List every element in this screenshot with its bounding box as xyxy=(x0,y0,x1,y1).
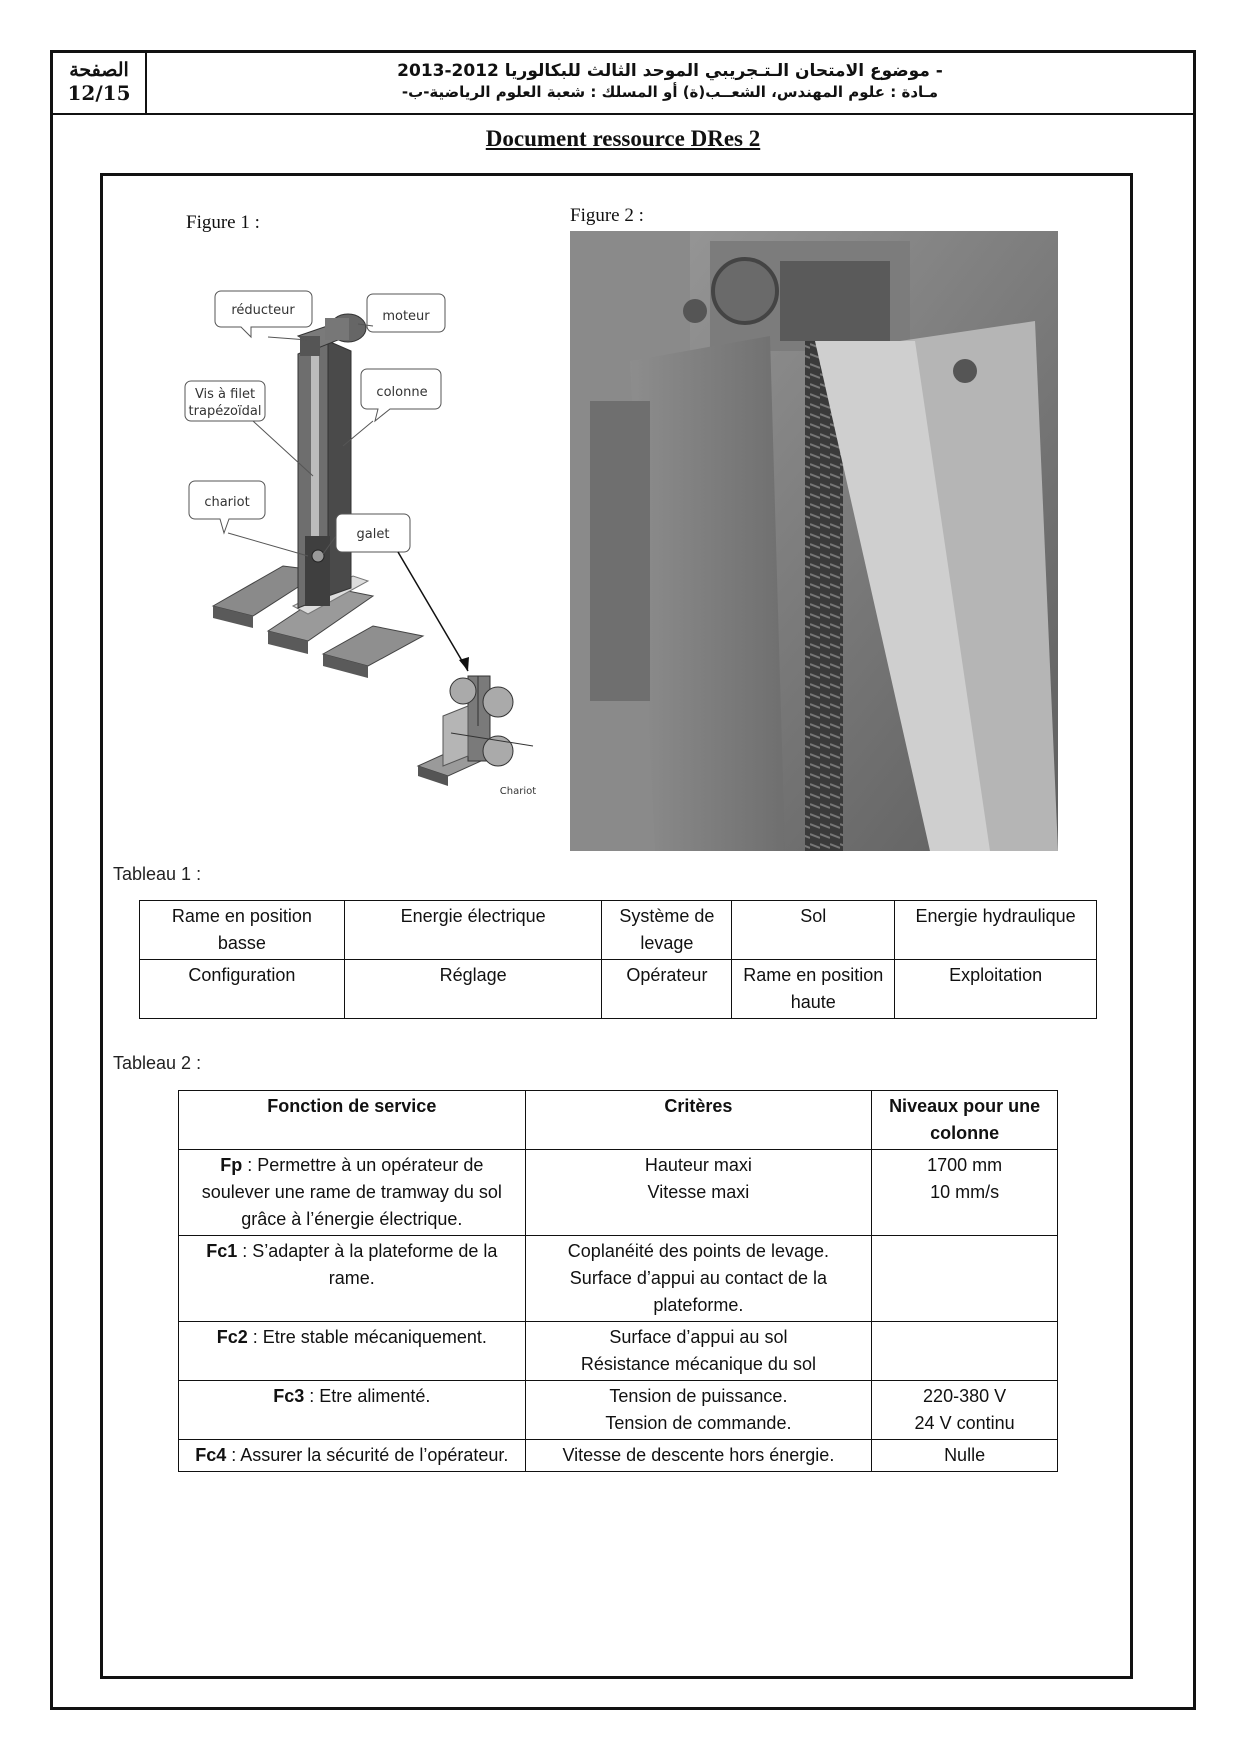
figure2-column-photo xyxy=(570,231,1058,851)
table-row xyxy=(179,1150,1058,1236)
level-cell xyxy=(872,1322,1058,1381)
level-line: Nulle xyxy=(944,1445,986,1465)
function-text: : Etre stable mécaniquement. xyxy=(247,1327,487,1347)
table-row xyxy=(179,1322,1058,1381)
tableau2 xyxy=(178,1090,1058,1472)
level-cell xyxy=(872,1440,1058,1472)
table-row xyxy=(179,1381,1058,1440)
function-cell xyxy=(179,1381,526,1440)
exam-title-line1: - موضوع الامتحان الـتـجريبي الموحد الثالث للبكالوريا 2012-2013 xyxy=(397,61,943,81)
table-cell: Opérateur xyxy=(602,960,732,1019)
function-cell xyxy=(179,1150,526,1236)
function-code: Fc1 xyxy=(206,1241,238,1261)
table-row xyxy=(140,901,1097,960)
level-cell xyxy=(872,1150,1058,1236)
detail-caption-chariot: Chariot xyxy=(499,786,537,796)
criteria-cell xyxy=(525,1440,872,1472)
criteria-line: Hauteur maxi xyxy=(644,1155,752,1175)
function-code: Fp xyxy=(220,1155,243,1175)
table-cell: Système de levage xyxy=(602,901,732,960)
table-row xyxy=(179,1440,1058,1472)
table-cell: Rame en position basse xyxy=(140,901,345,960)
table-cell: Exploitation xyxy=(895,960,1097,1019)
criteria-line: Surface d’appui au contact de la plateforme. xyxy=(569,1268,827,1315)
function-cell xyxy=(179,1322,526,1381)
criteria-cell xyxy=(525,1236,872,1322)
table-cell: Energie hydraulique xyxy=(895,901,1097,960)
function-code: Fc3 xyxy=(273,1386,305,1406)
exam-title xyxy=(147,53,1193,113)
tableau2-label: Tableau 2 : xyxy=(113,1053,202,1073)
callout-reducteur: réducteur xyxy=(231,303,295,318)
criteria-line: Vitesse maxi xyxy=(647,1182,750,1202)
callout-chariot: chariot xyxy=(204,495,250,510)
function-cell xyxy=(179,1440,526,1472)
table-cell: Energie électrique xyxy=(344,901,602,960)
function-text: : S’adapter à la plateforme de la rame. xyxy=(237,1241,498,1288)
figure2-label: Figure 2 : xyxy=(570,205,644,226)
table-row xyxy=(179,1236,1058,1322)
figure1-column-drawing xyxy=(173,236,563,796)
tableau1 xyxy=(139,900,1097,1019)
table-header: Niveaux pour une colonne xyxy=(872,1091,1058,1150)
content-frame xyxy=(100,173,1133,1679)
function-cell xyxy=(179,1236,526,1322)
tableau1-label: Tableau 1 : xyxy=(113,864,202,884)
criteria-line: Surface d’appui au sol xyxy=(609,1327,788,1347)
callout-vis-line2: trapézoïdal xyxy=(188,404,262,419)
table-cell: Rame en position haute xyxy=(732,960,895,1019)
criteria-cell xyxy=(525,1322,872,1381)
level-line: 220-380 V xyxy=(923,1386,1007,1406)
page-label: الصفحة xyxy=(69,59,129,81)
document-title: Document ressource DRes 2 xyxy=(485,126,761,151)
callout-vis-line1: Vis à filet xyxy=(194,387,256,402)
level-line: 1700 mm xyxy=(927,1155,1003,1175)
level-line: 24 V continu xyxy=(914,1413,1015,1433)
table-header: Fonction de service xyxy=(179,1091,526,1150)
header xyxy=(53,53,1193,115)
level-cell xyxy=(872,1236,1058,1322)
page-number: 12/15 xyxy=(67,81,131,105)
criteria-line: Tension de puissance. xyxy=(609,1386,788,1406)
criteria-line: Coplanéité des points de levage. xyxy=(567,1241,829,1261)
criteria-line: Vitesse de descente hors énergie. xyxy=(562,1445,835,1465)
function-text: : Permettre à un opérateur de soulever une rame de tramway du sol grâce à l’énergie électrique. xyxy=(201,1155,502,1229)
table-header-row xyxy=(179,1091,1058,1150)
table-row xyxy=(140,960,1097,1019)
level-line: 10 mm/s xyxy=(930,1182,1000,1202)
function-text: : Etre alimenté. xyxy=(304,1386,431,1406)
function-code: Fc4 xyxy=(195,1445,227,1465)
figure1-label: Figure 1 : xyxy=(186,212,260,233)
criteria-line: Résistance mécanique du sol xyxy=(580,1354,816,1374)
table-cell: Réglage xyxy=(344,960,602,1019)
table-header: Critères xyxy=(525,1091,872,1150)
criteria-cell xyxy=(525,1381,872,1440)
function-text: : Assurer la sécurité de l’opérateur. xyxy=(226,1445,509,1465)
table-cell: Sol xyxy=(732,901,895,960)
criteria-line: Tension de commande. xyxy=(605,1413,792,1433)
callout-moteur: moteur xyxy=(382,309,430,324)
criteria-cell xyxy=(525,1150,872,1236)
callout-galet: galet xyxy=(356,527,390,542)
page-frame xyxy=(50,50,1196,1710)
callout-colonne: colonne xyxy=(376,385,428,400)
table-cell: Configuration xyxy=(140,960,345,1019)
exam-title-line2: مـادة : علوم المهندس، الشعــب(ة) أو المسلك : شعبة العلوم الرياضية-ب- xyxy=(401,83,939,101)
function-code: Fc2 xyxy=(216,1327,248,1347)
level-cell xyxy=(872,1381,1058,1440)
page-number-box xyxy=(53,53,147,113)
